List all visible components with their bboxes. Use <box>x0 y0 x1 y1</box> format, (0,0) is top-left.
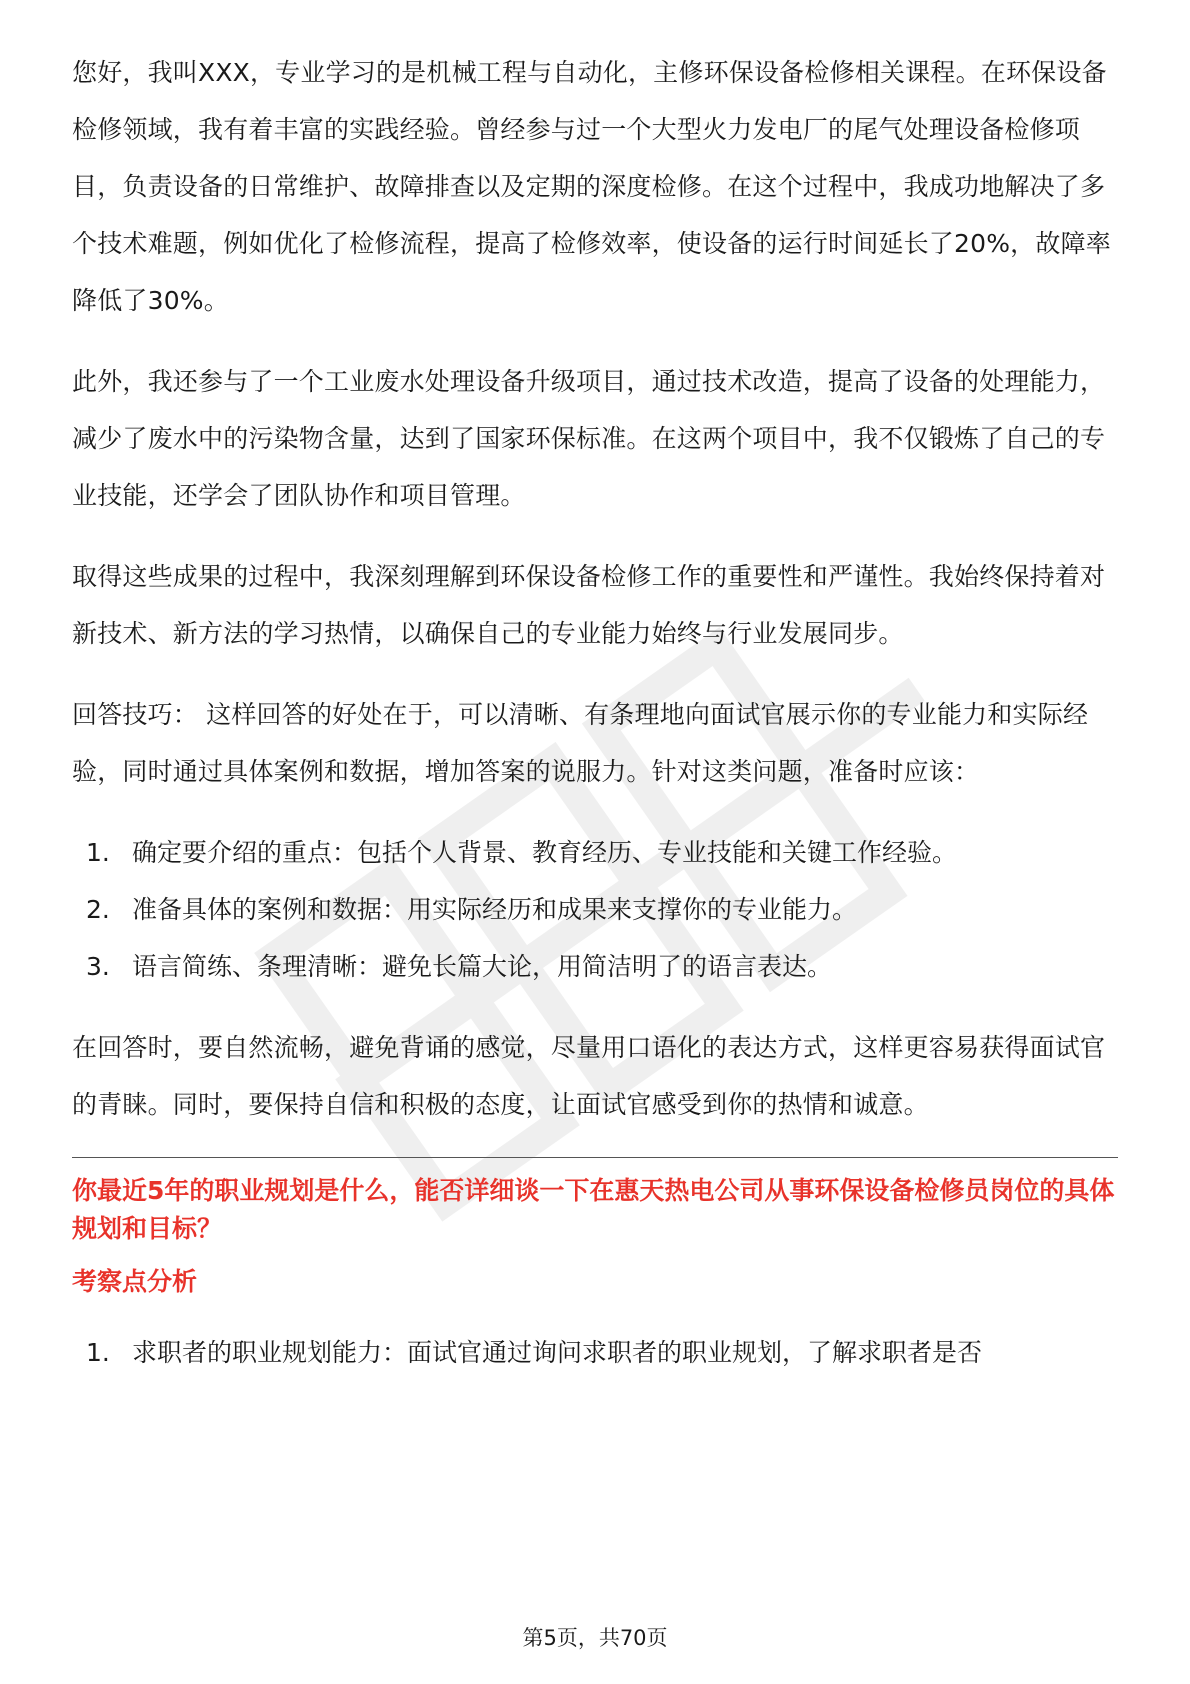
paragraph-intro: 您好，我叫XXX，专业学习的是机械工程与自动化，主修环保设备检修相关课程。在环保设备检修领域，我有着丰富的实践经验。曾经参与过一个大型火力发电厂的尾气处理设备检修项目，负责设备的日常维护、故障排查以及定期的深度检修。在这个过程中，我成功地解决了多个技术难题，例如优化了检修流程，提高了检修效率，使设备的运行时间延长了20%，故障率降低了30%。 <box>72 58 1111 315</box>
list-number: 2. <box>86 895 110 924</box>
paragraph-projects: 此外，我还参与了一个工业废水处理设备升级项目，通过技术改造，提高了设备的处理能力，减少了废水中的污染物含量，达到了国家环保标准。在这两个项目中，我不仅锻炼了自己的专业技能，还学会了团队协作和项目管理。 <box>72 367 1106 510</box>
list-number: 3. <box>86 952 110 981</box>
list-item <box>72 1324 1118 1381</box>
list-item <box>72 824 1118 881</box>
analysis-list <box>72 1324 1118 1381</box>
list-text: 求职者的职业规划能力：面试官通过询问求职者的职业规划，了解求职者是否 <box>132 1338 983 1367</box>
document-page <box>72 44 1118 1405</box>
interview-question: 你最近5年的职业规划是什么，能否详细谈一下在惠天热电公司从事环保设备检修员岗位的具体规划和目标？ <box>72 1176 1115 1243</box>
page-footer: 第5页，共70页 <box>522 1626 668 1650</box>
list-text: 确定要介绍的重点：包括个人背景、教育经历、专业技能和关键工作经验。 <box>132 838 958 867</box>
list-text: 语言简练、条理清晰：避免长篇大论，用简洁明了的语言表达。 <box>132 952 833 981</box>
list-number: 1. <box>86 1338 110 1367</box>
section-title: 考察点分析 <box>72 1267 198 1296</box>
paragraph-understanding: 取得这些成果的过程中，我深刻理解到环保设备检修工作的重要性和严谨性。我始终保持着对新技术、新方法的学习热情，以确保自己的专业能力始终与行业发展同步。 <box>72 562 1106 648</box>
tips-list <box>72 824 1118 995</box>
section-divider <box>72 1157 1118 1158</box>
list-item <box>72 881 1118 938</box>
list-number: 1. <box>86 838 110 867</box>
list-item <box>72 938 1118 995</box>
list-text: 准备具体的案例和数据：用实际经历和成果来支撑你的专业能力。 <box>132 895 858 924</box>
paragraph-answer-tips: 回答技巧： 这样回答的好处在于，可以清晰、有条理地向面试官展示你的专业能力和实际经验，同时通过具体案例和数据，增加答案的说服力。针对这类问题，准备时应该： <box>72 700 1089 786</box>
paragraph-closing: 在回答时，要自然流畅，避免背诵的感觉，尽量用口语化的表达方式，这样更容易获得面试官的青睐。同时，要保持自信和积极的态度，让面试官感受到你的热情和诚意。 <box>72 1033 1106 1119</box>
